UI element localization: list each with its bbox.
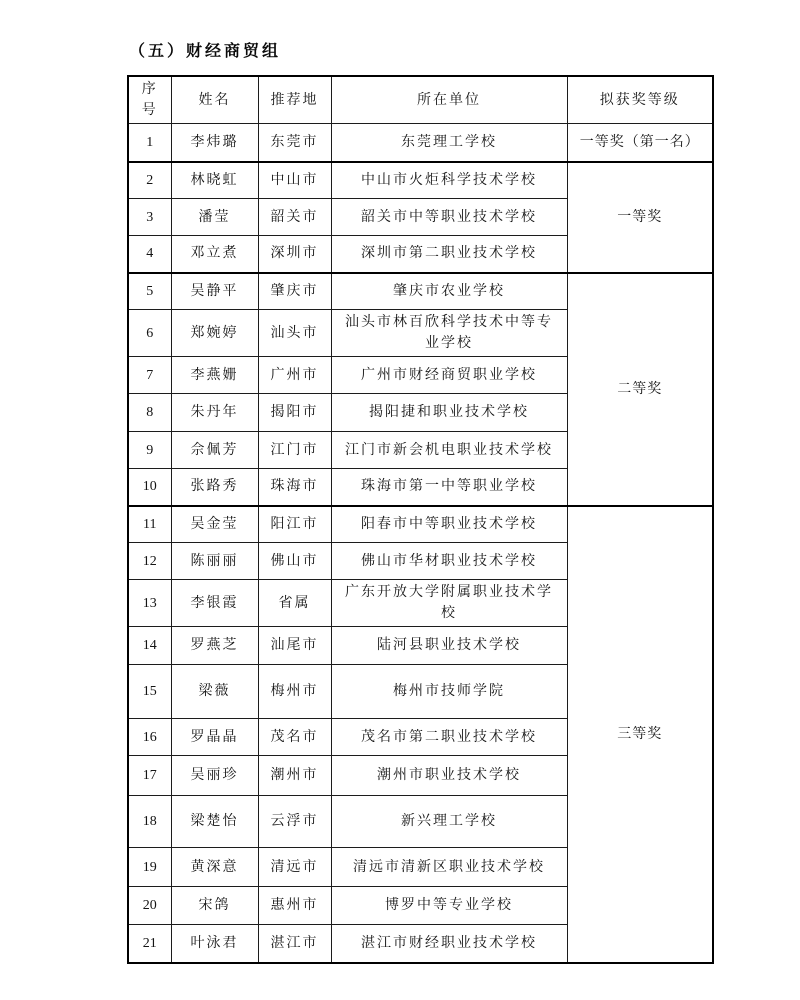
- cell-unit: 珠海市第一中等职业学校: [331, 469, 567, 506]
- cell-unit: 博罗中等专业学校: [331, 887, 567, 925]
- cell-unit: 深圳市第二职业技术学校: [331, 236, 567, 273]
- cell-unit: 梅州市技师学院: [331, 665, 567, 719]
- cell-place: 江门市: [258, 432, 331, 469]
- cell-name: 黄深意: [171, 848, 258, 887]
- cell-place: 茂名市: [258, 719, 331, 756]
- cell-unit: 中山市火炬科学技术学校: [331, 162, 567, 199]
- cell-name: 吴丽珍: [171, 756, 258, 796]
- cell-unit: 江门市新会机电职业技术学校: [331, 432, 567, 469]
- cell-unit: 清远市清新区职业技术学校: [331, 848, 567, 887]
- cell-place: 广州市: [258, 357, 331, 394]
- cell-place: 梅州市: [258, 665, 331, 719]
- header-award: 拟获奖等级: [567, 76, 713, 124]
- cell-no: 11: [128, 506, 171, 543]
- cell-no: 1: [128, 124, 171, 162]
- table-body: [128, 124, 713, 963]
- cell-place: 东莞市: [258, 124, 331, 162]
- cell-unit: 新兴理工学校: [331, 796, 567, 848]
- header-name: 姓名: [171, 76, 258, 124]
- cell-no: 14: [128, 627, 171, 665]
- cell-no: 7: [128, 357, 171, 394]
- table-header-row: [128, 76, 713, 124]
- cell-no: 17: [128, 756, 171, 796]
- header-no: 序号: [128, 76, 171, 124]
- cell-no: 6: [128, 310, 171, 357]
- cell-unit: 陆河县职业技术学校: [331, 627, 567, 665]
- cell-name: 梁薇: [171, 665, 258, 719]
- cell-place: 惠州市: [258, 887, 331, 925]
- table-row: [128, 162, 713, 199]
- cell-unit: 韶关市中等职业技术学校: [331, 199, 567, 236]
- table-row: [128, 124, 713, 162]
- cell-place: 清远市: [258, 848, 331, 887]
- cell-no: 2: [128, 162, 171, 199]
- cell-place: 潮州市: [258, 756, 331, 796]
- cell-place: 省属: [258, 580, 331, 627]
- table-row: [128, 273, 713, 310]
- cell-no: 4: [128, 236, 171, 273]
- cell-name: 朱丹年: [171, 394, 258, 432]
- page-title: （五）财经商贸组: [129, 43, 282, 60]
- cell-name: 李炜璐: [171, 124, 258, 162]
- cell-no: 9: [128, 432, 171, 469]
- cell-no: 12: [128, 543, 171, 580]
- cell-place: 云浮市: [258, 796, 331, 848]
- cell-no: 15: [128, 665, 171, 719]
- cell-name: 罗晶晶: [171, 719, 258, 756]
- cell-unit: 东莞理工学校: [331, 124, 567, 162]
- cell-name: 李燕姗: [171, 357, 258, 394]
- header-place: 推荐地: [258, 76, 331, 124]
- cell-name: 陈丽丽: [171, 543, 258, 580]
- cell-place: 深圳市: [258, 236, 331, 273]
- cell-no: 3: [128, 199, 171, 236]
- cell-name: 邓立煮: [171, 236, 258, 273]
- cell-no: 13: [128, 580, 171, 627]
- cell-place: 珠海市: [258, 469, 331, 506]
- cell-name: 吴金莹: [171, 506, 258, 543]
- cell-place: 汕尾市: [258, 627, 331, 665]
- award-cell: 二等奖: [567, 273, 713, 506]
- header-unit: 所在单位: [331, 76, 567, 124]
- award-cell: 一等奖（第一名）: [567, 124, 713, 162]
- cell-name: 郑婉婷: [171, 310, 258, 357]
- cell-unit: 湛江市财经职业技术学校: [331, 925, 567, 963]
- cell-no: 8: [128, 394, 171, 432]
- cell-name: 吴静平: [171, 273, 258, 310]
- cell-place: 韶关市: [258, 199, 331, 236]
- cell-no: 10: [128, 469, 171, 506]
- cell-place: 阳江市: [258, 506, 331, 543]
- cell-name: 张路秀: [171, 469, 258, 506]
- cell-unit: 肇庆市农业学校: [331, 273, 567, 310]
- cell-place: 湛江市: [258, 925, 331, 963]
- cell-place: 中山市: [258, 162, 331, 199]
- cell-name: 李银霞: [171, 580, 258, 627]
- document: [127, 38, 715, 964]
- cell-name: 佘佩芳: [171, 432, 258, 469]
- cell-place: 佛山市: [258, 543, 331, 580]
- cell-unit: 阳春市中等职业技术学校: [331, 506, 567, 543]
- cell-no: 21: [128, 925, 171, 963]
- cell-name: 叶泳君: [171, 925, 258, 963]
- cell-name: 宋鸽: [171, 887, 258, 925]
- cell-name: 林晓虹: [171, 162, 258, 199]
- cell-name: 罗燕芝: [171, 627, 258, 665]
- cell-no: 5: [128, 273, 171, 310]
- table-row: [128, 506, 713, 543]
- cell-unit: 汕头市林百欣科学技术中等专业学校: [331, 310, 567, 357]
- cell-unit: 茂名市第二职业技术学校: [331, 719, 567, 756]
- award-cell: 三等奖: [567, 506, 713, 963]
- cell-name: 潘莹: [171, 199, 258, 236]
- cell-place: 揭阳市: [258, 394, 331, 432]
- award-cell: 一等奖: [567, 162, 713, 273]
- cell-place: 汕头市: [258, 310, 331, 357]
- cell-unit: 揭阳捷和职业技术学校: [331, 394, 567, 432]
- cell-no: 18: [128, 796, 171, 848]
- cell-unit: 广东开放大学附属职业技术学校: [331, 580, 567, 627]
- cell-unit: 广州市财经商贸职业学校: [331, 357, 567, 394]
- award-table: [127, 75, 714, 964]
- cell-name: 梁楚怡: [171, 796, 258, 848]
- cell-place: 肇庆市: [258, 273, 331, 310]
- cell-no: 20: [128, 887, 171, 925]
- cell-unit: 潮州市职业技术学校: [331, 756, 567, 796]
- cell-no: 19: [128, 848, 171, 887]
- cell-unit: 佛山市华材职业技术学校: [331, 543, 567, 580]
- cell-no: 16: [128, 719, 171, 756]
